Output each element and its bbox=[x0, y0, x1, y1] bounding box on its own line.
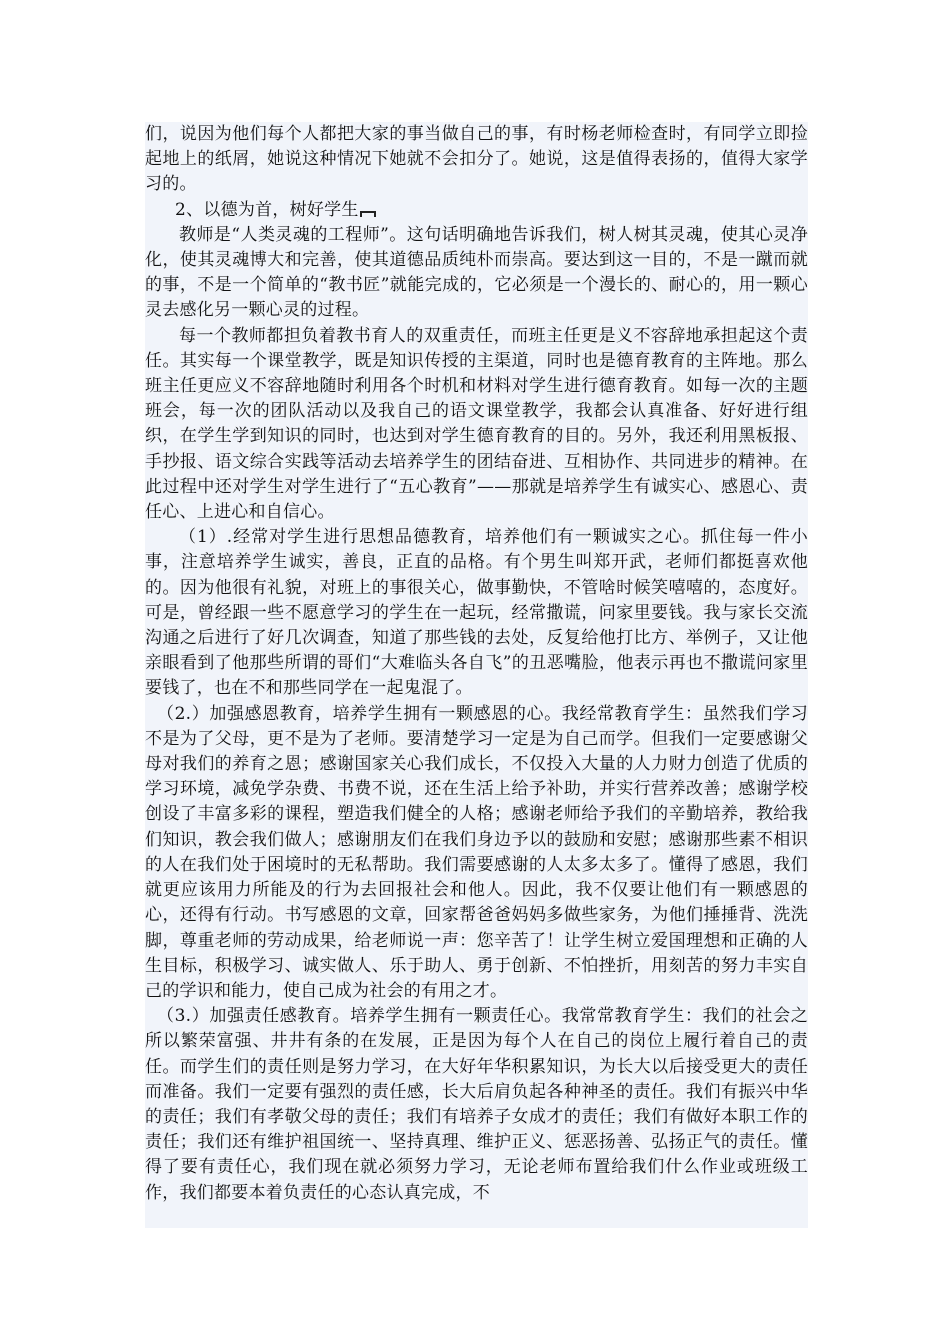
section-heading-text: 2、以德为首，树好学生 bbox=[175, 199, 359, 220]
paragraph-continued: 们，说因为他们每个人都把大家的事当做自己的事，有时杨老师检查时，有同学立即捡起地上的纸屑，她说这种情况下她就不会扣分了。她说，这是值得表扬的，值得大家学习的。 bbox=[145, 124, 808, 195]
paragraph-gratitude: （2.）加强感恩教育，培养学生拥有一颗感恩的心。我经常教育学生：虽然我们学习不是为了父母，更不是为了老师。要清楚学习一定是为自己而学。但我们一定要感谢父母对我们的养育之恩；感谢国家关心我们成长，不仅投入大量的人力财力创造了优质的学习环境，减免学杂费、书费不说，还在生活上给予补助，并实行营养改善；感谢学校创设了丰富多彩的课程，塑造我们健全的人格；感谢老师给予我们的辛勤培养，教给我们知识，教会我们做人；感谢朋友们在我们身边予以的鼓励和安慰；感谢那些素不相识的人在我们处于困境时的无私帮助。我们需要感谢的人太多太多了。懂得了感恩，我们就更应该用力所能及的行为去回报社会和他人。因此，我不仅要让他们有一颗感恩的心，还得有行动。书写感恩的文章，回家帮爸爸妈妈多做些家务，为他们捶捶背、洗洗脚，尊重老师的劳动成果，给老师说一声：您辛苦了！让学生树立爱国理想和正确的人生目标，积极学习、诚实做人、乐于助人、勇于创新、不怕挫折，用刻苦的努力丰实自己的学识和能力，使自己成为社会的有用之才。 bbox=[145, 703, 808, 1001]
section-heading bbox=[145, 198, 808, 223]
document-page bbox=[145, 122, 808, 1228]
paragraph-responsibility: （3.）加强责任感教育。培养学生拥有一颗责任心。我常常教育学生：我们的社会之所以繁荣富强、井井有条的在发展，正是因为每个人在自己的岗位上履行着自己的责任。而学生们的责任则是努力学习，在大好年华积累知识，为长大以后接受更大的责任而准备。我们一定要有强烈的责任感，长大后肩负起各种神圣的责任。我们有振兴中华的责任；我们有孝敬父母的责任；我们有培养子女成才的责任；我们有做好本职工作的责任；我们还有维护祖国统一、坚持真理、维护正义、惩恶扬善、弘扬正气的责任。懂得了要有责任心，我们现在就必须努力学习，无论老师布置给我们什么作业或班级工作，我们都要本着负责任的心态认真完成，不 bbox=[145, 1006, 808, 1203]
paragraph-class-teacher: 每一个教师都担负着教书育人的双重责任，而班主任更是义不容辞地承担起这个责任。其实每一个课堂教学，既是知识传授的主渠道，同时也是德育教育的主阵地。那么班主任更应义不容辞地随时利用各个时机和材料对学生进行德育教育。如每一次的主题班会，每一次的团队活动以及我自己的语文课堂教学，我都会认真准备、好好进行组织，在学生学到知识的同时，也达到对学生德育教育的目的。另外，我还利用黑板报、手抄报、语文综合实践等活动去培养学生的团结奋进、互相协作、共同进步的精神。在此过程中还对学生对学生进行了“五心教育”——那就是培养学生有诚实心、感恩心、责任心、上进心和自信心。 bbox=[145, 325, 808, 523]
paragraph-honesty: （1）.经常对学生进行思想品德教育，培养他们有一颗诚实之心。抓住每一件小事，注意培养学生诚实，善良，正直的品格。有个男生叫郑开武，老师们都挺喜欢他的。因为他很有礼貌，对班上的事很关心，做事勤快，不管啥时候笑嘻嘻的，态度好。可是，曾经跟一些不愿意学习的学生在一起玩，经常撒谎，问家里要钱。我与家长交流沟通之后进行了好几次调查，知道了那些钱的去处，反复给他打比方、举例子，又让他亲眼看到了他那些所谓的哥们“大难临头各自飞”的丑恶嘴脸，他表示再也不撒谎问家里要钱了，也在不和那些同学在一起鬼混了。 bbox=[145, 527, 808, 699]
bracket-mark-icon bbox=[360, 211, 376, 217]
paragraph-teacher-role: 教师是“人类灵魂的工程师”。这句话明确地告诉我们，树人树其灵魂，使其心灵净化，使其灵魂博大和完善，使其道德品质纯朴而崇高。要达到这一目的，不是一蹴而就的事，不是一个简单的“教书匠”就能完成的，它必须是一个漫长的、耐心的，用一颗心灵去感化另一颗心灵的过程。 bbox=[145, 224, 808, 321]
